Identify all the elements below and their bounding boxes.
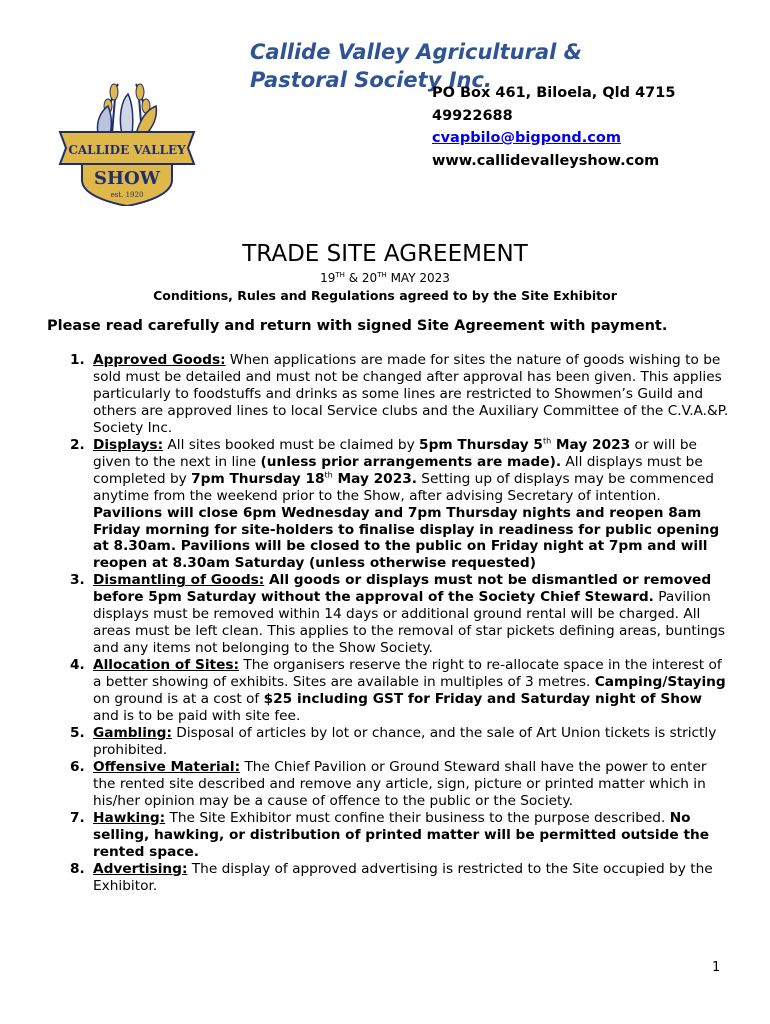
condition-item [70, 810, 730, 861]
show-dates [0, 271, 770, 285]
contact-block [432, 82, 675, 172]
condition-number: 2. [70, 436, 85, 453]
email-link[interactable]: cvapbilo@bigpond.com [432, 130, 621, 146]
condition-text: The Chief Pavilion or Ground Steward shall have the power to enter the rented site described and remove any article, sign, picture or printed matter which in his/her opinion may be a cause of offence to the public or the Society. [93, 758, 707, 809]
postal-address: PO Box 461, Biloela, Qld 4715 [432, 85, 676, 101]
condition-heading: Offensive Material: [93, 758, 241, 775]
condition-heading: Displays: [93, 436, 164, 453]
date-separator: & [344, 271, 362, 285]
condition-item [70, 437, 730, 573]
organisation-name: Callide Valley Agricultural & Pastoral Society Inc. [250, 40, 582, 92]
condition-text: and is to be paid with site fee. [93, 708, 301, 725]
condition-text: All sites booked must be claimed by [163, 436, 420, 453]
conditions-list [70, 352, 730, 895]
condition-text: The display of approved advertising is restricted to the Site occupied by the Exhibitor. [93, 860, 713, 894]
condition-bold-text: 7pm Thursday 18 [191, 470, 325, 487]
condition-number: 1. [70, 352, 85, 368]
condition-text: The Site Exhibitor must confine their business to the purpose described. [165, 809, 670, 826]
ordinal-suffix: th [324, 470, 333, 480]
website: www.callidevalleyshow.com [432, 152, 660, 169]
logo-show-text: SHOW [94, 168, 160, 189]
condition-bold-text: May 2023. [332, 470, 417, 487]
condition-heading: Approved Goods: [93, 352, 226, 368]
condition-number: 8. [70, 860, 85, 877]
condition-heading: Hawking: [93, 809, 166, 826]
conditions-subtitle: Conditions, Rules and Regulations agreed to by the Site Exhibitor [153, 288, 617, 303]
date-suffix-2: TH [377, 271, 387, 279]
condition-heading: Advertising: [93, 860, 188, 877]
ordinal-suffix: th [542, 436, 552, 446]
condition-item [70, 725, 730, 759]
logo-est-text: est. 1920 [110, 191, 144, 199]
condition-text: or will be given to the next in line [93, 436, 697, 470]
condition-text: Disposal of articles by lot or chance, and the sale of Art Union tickets is strictly prohibited. [93, 724, 717, 758]
condition-item [70, 861, 730, 895]
condition-bold-text: No selling, hawking, or distribution of printed matter will be permitted outside the rented space. [93, 809, 710, 860]
date-suffix-1: TH [335, 271, 345, 279]
date-day-1: 19 [320, 271, 336, 285]
condition-item [70, 657, 730, 725]
condition-number: 5. [70, 724, 85, 741]
condition-bold-text: Camping/Staying [594, 674, 726, 691]
date-month-year: MAY 2023 [386, 271, 450, 285]
condition-item [70, 352, 730, 437]
show-logo [52, 76, 202, 206]
condition-item [70, 572, 730, 657]
condition-text: on ground is at a cost of [93, 691, 264, 708]
instruction-text: Please read carefully and return with signed Site Agreement with payment. [47, 318, 668, 334]
condition-bold-text: Pavilions will close 6pm Wednesday and 7pm Thursday nights and reopen 8am Friday morning for site-holders to finalise display in readiness for public opening at 8.30am. Pavilions will be closed to the public on Friday night at 7pm and will reopen at 8.30am Saturday (unless otherwise requested) [93, 504, 720, 572]
condition-number: 3. [70, 572, 85, 589]
date-day-2: 20 [361, 271, 378, 285]
page-number: 1 [712, 960, 721, 975]
logo-top-text: CALLIDE VALLEY [68, 143, 186, 157]
condition-bold-text: 5pm Thursday 5 [419, 436, 543, 453]
condition-bold-text: $25 including GST for Friday and Saturday night of Show [263, 691, 703, 708]
condition-bold-text: All goods or displays must not be dismantled or removed before 5pm Saturday without the approval of the Society Chief Steward. [93, 572, 712, 606]
condition-heading: Gambling: [93, 724, 172, 741]
phone-number: 49922688 [432, 107, 513, 124]
condition-item [70, 759, 730, 810]
condition-bold-text: May 2023 [551, 436, 631, 453]
condition-number: 6. [70, 758, 85, 775]
document-title: TRADE SITE AGREEMENT [242, 241, 528, 267]
condition-bold-text: (unless prior arrangements are made). [260, 453, 562, 470]
condition-text: All displays must be completed by [93, 453, 703, 487]
condition-number: 4. [70, 657, 85, 674]
condition-text: Pavilion displays must be removed within 14 days or additional ground rental will be charged. All areas must be left clean. This applies to the removal of star pickets defining areas, buntings and any items not belonging to the Show Society. [93, 589, 726, 657]
condition-text: When applications are made for sites the nature of goods wishing to be sold must be detailed and must not be changed after approval has been given. This applies particularly to foodstuffs and drinks as some lines are restricted to Showmen’s Guild and others are approved lines to local Service clubs and the Auxiliary Committee of the C.V.A.&P. Society Inc. [93, 352, 729, 436]
condition-heading: Dismantling of Goods: [93, 572, 265, 589]
condition-heading: Allocation of Sites: [93, 657, 239, 674]
condition-text: The organisers reserve the right to re-allocate space in the interest of a better showing of exhibits. Sites are available in multiples of 3 metres. [93, 657, 722, 691]
condition-number: 7. [70, 809, 85, 826]
condition-text: Setting up of displays may be commenced anytime from the weekend prior to the Show, after advising Secretary of intention. [93, 470, 714, 504]
